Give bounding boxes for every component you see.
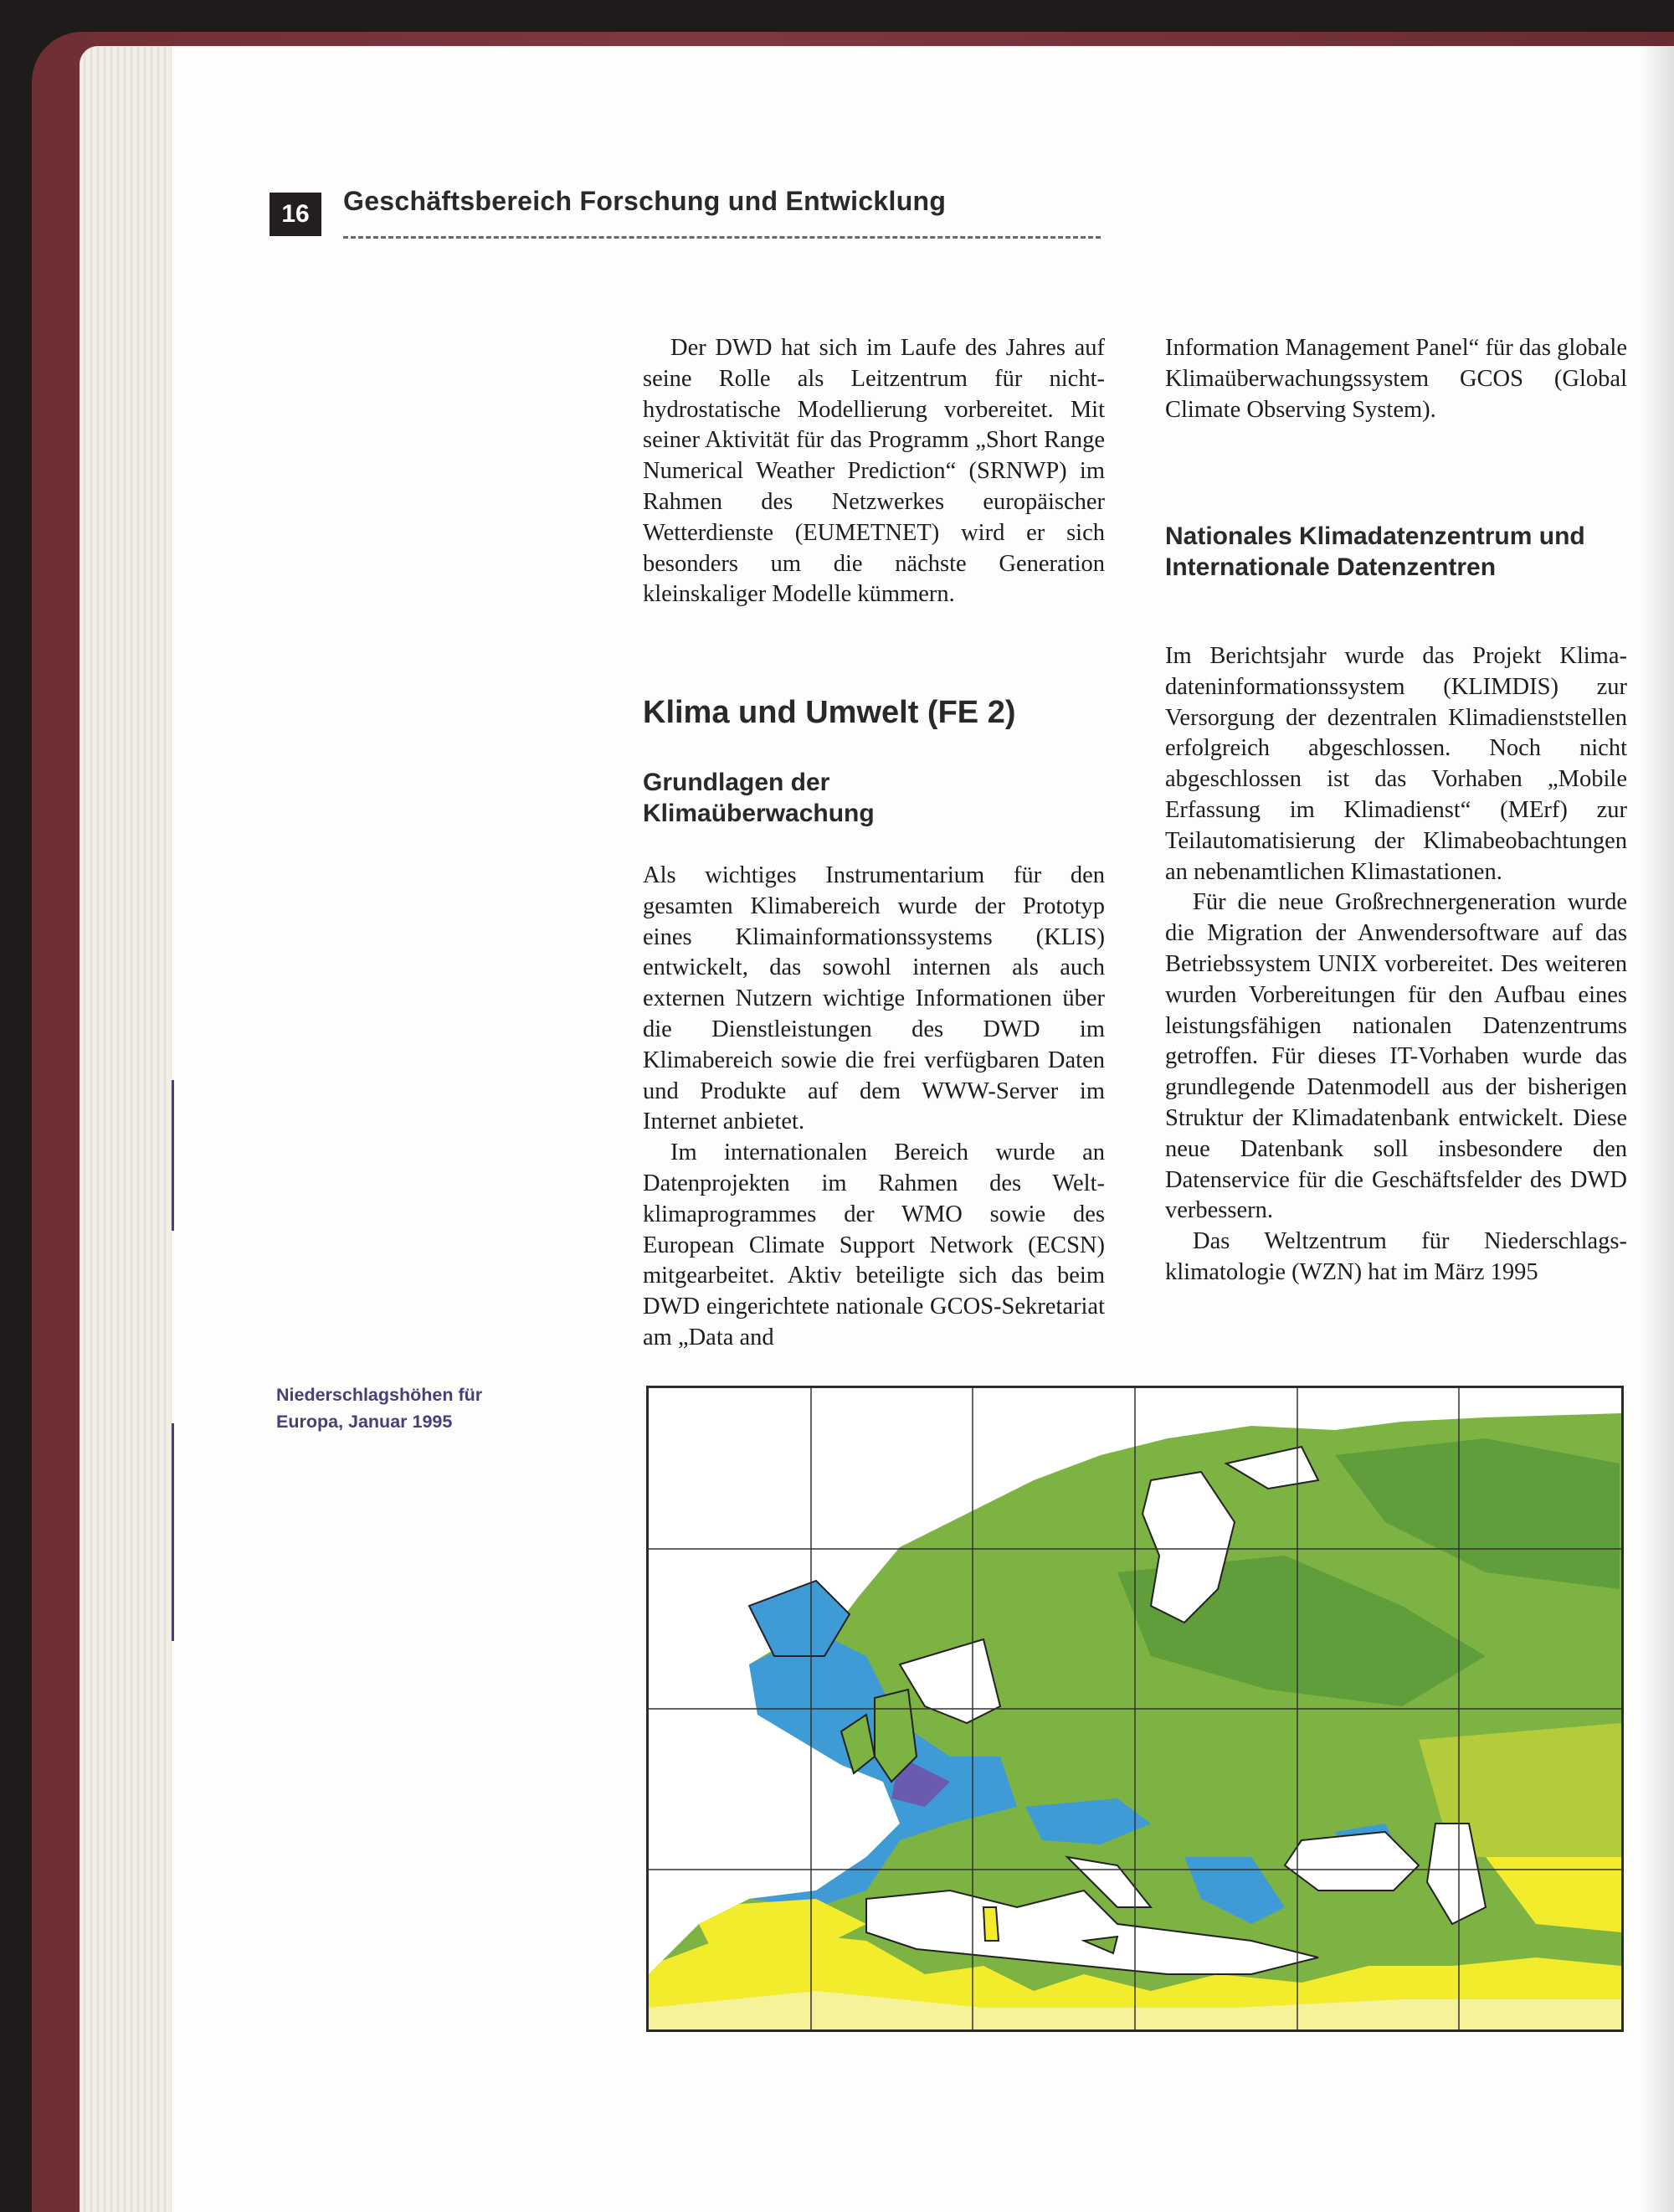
chapter-heading: Klima und Umwelt (FE 2) bbox=[643, 695, 1016, 730]
paragraph: Als wichtiges Instrumentarium für den gesamten Klimabereich wurde der Prototyp eines Klimainformationssystems (KLIS) entwickelt, das sowohl internen als auch externen Nutzern wichtige Informationen über die Dienstleistungen des DWD im Klimabereich sowie die frei verfügbaren Daten und Produkte auf dem WWW-Server im Internet anbietet. bbox=[643, 862, 1105, 1135]
header-rule bbox=[343, 236, 1101, 239]
page-number: 16 bbox=[270, 193, 321, 236]
figure-caption: Niederschlagshöhen für Europa, Januar 1995 bbox=[276, 1385, 483, 1432]
paragraph: Das Weltzentrum für Niederschlagsklimatologie (WZN) hat im März 1995 bbox=[1165, 1228, 1627, 1285]
column-left-intro bbox=[643, 333, 1105, 610]
europe-map-svg bbox=[649, 1388, 1621, 2029]
paragraph: Der DWD hat sich im Laufe des Jahres auf seine Rolle als Leitzentrum für nichthydrostatische Modellierung vorbereitet. Mit seiner Aktivität für das Programm „Short Range Numerical Weather Prediction“ (SRNWP) im Rahmen des Netzwerkes europäischer Wetterdienste (EUMETNET) wird er sich besonders um die nächste Generation kleinskaliger Modelle kümmern. bbox=[643, 335, 1105, 608]
precipitation-map bbox=[646, 1386, 1624, 2032]
gutter-mark bbox=[172, 1423, 174, 1641]
corsica-sardinia bbox=[983, 1907, 999, 1941]
subheading: Nationales Klimadatenzentrum und Internationale Datenzentren bbox=[1165, 522, 1585, 581]
paragraph: Information Management Panel“ für das globale Klimaüberwachungssystem GCOS (Global Climate Observing System). bbox=[1165, 335, 1627, 423]
paragraph: Für die neue Großrechnergeneration wurde die Migration der Anwendersoftware auf das Betriebssystem UNIX vorbereitet. Des weiteren wurden Vorbereitungen für den Aufbau eines leistungsfähigen nationalen Datenzentrums getroffen. Für dieses IT-Vorhaben wurde das grundlegende Datenmodell aus der bisherigen Struktur der Klimadatenbank entwickelt. Diese neue Datenbank soll insbesondere den Datenservice für die Geschäftsfelder des DWD verbessern. bbox=[1165, 889, 1627, 1224]
column-left-body bbox=[643, 861, 1105, 1354]
page-shadow bbox=[1641, 46, 1674, 2212]
paragraph: Im Berichtsjahr wurde das Projekt Klimadateninformationssystem (KLIMDIS) zur Versorgung der dezentralen Klimadienststellen erfolgreich abgeschlossen. Noch nicht abgeschlossen ist das Vorhaben „Mobile Erfassung im Klimadienst“ (MErf) zur Teilautomatisierung der Klimabeobachtungen an nebenamtlichen Klimastationen. bbox=[1165, 643, 1627, 885]
subheading: Grundlagen der Klimaüberwachung bbox=[643, 769, 875, 827]
column-right-intro bbox=[1165, 333, 1627, 425]
column-right-body bbox=[1165, 641, 1627, 1289]
section-title: Geschäftsbereich Forschung und Entwicklung bbox=[343, 186, 947, 216]
gutter-mark bbox=[172, 1080, 174, 1231]
paragraph: Im internationalen Bereich wurde an Datenprojekten im Rahmen des Weltklimaprogrammes der WMO sowie des European Climate Support Network (ECSN) mitgearbeitet. Aktiv beteiligte sich das beim DWD eingerichtete nationale GCOS-Sekretariat am „Data and bbox=[643, 1139, 1105, 1350]
page-edges bbox=[80, 46, 180, 2212]
